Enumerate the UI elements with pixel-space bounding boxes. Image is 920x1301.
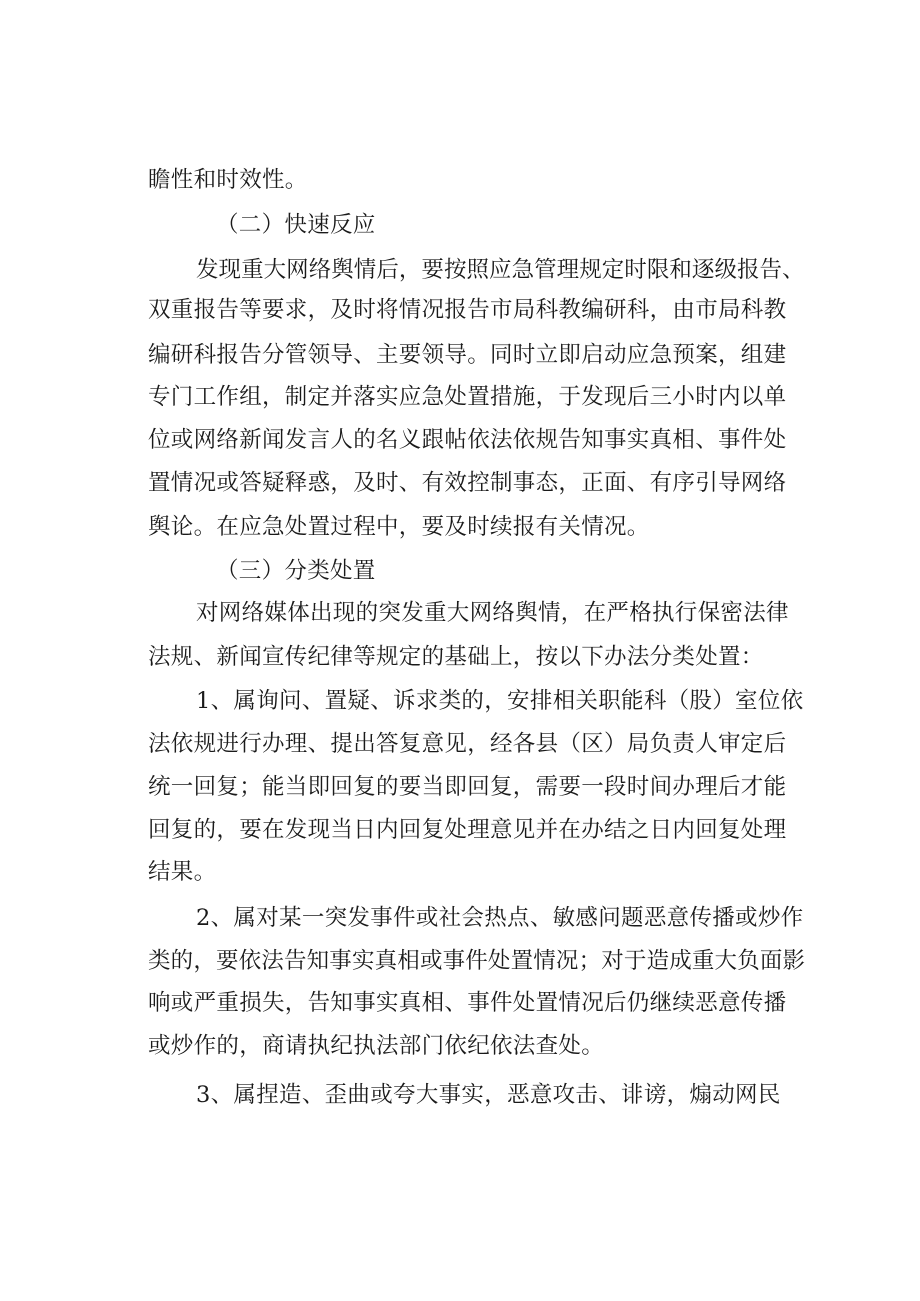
text-line: 法规、新闻宣传纪律等规定的基础上，按以下办法分类处置： xyxy=(148,644,764,670)
text-line: 2、属对某一突发事件或社会热点、敏感问题恶意传播或炒作 xyxy=(196,905,804,931)
text-line: 类的，要依法告知事实真相或事件处置情况；对于造成重大负面影 xyxy=(148,948,806,974)
text-line: 或炒作的，商请执纪执法部门依纪依法查处。 xyxy=(148,1033,605,1059)
section-heading: （二）快速反应 xyxy=(216,212,376,238)
text-line: 法依规进行办理、提出答复意见，经各县（区）局负责人审定后 xyxy=(148,731,787,757)
text-line: 瞻性和时效性。 xyxy=(148,167,308,193)
text-line: 结果。 xyxy=(148,859,217,885)
text-line: 回复的，要在发现当日内回复处理意见并在办结之日内回复处理 xyxy=(148,817,787,843)
text-line: 置情况或答疑释惑，及时、有效控制事态，正面、有序引导网络 xyxy=(148,470,787,496)
text-line: 1、属询问、置疑、诉求类的，安排相关职能科（股）室位依 xyxy=(196,688,804,714)
text-line: 双重报告等要求，及时将情况报告市局科教编研科，由市局科教 xyxy=(148,297,787,323)
text-line: 对网络媒体出现的突发重大网络舆情，在严格执行保密法律 xyxy=(196,600,789,626)
text-line: 响或严重损失，告知事实真相、事件处置情况后仍继续恶意传播 xyxy=(148,990,787,1016)
text-line: 统一回复；能当即回复的要当即回复，需要一段时间办理后才能 xyxy=(148,774,787,800)
text-line: 舆论。在应急处置过程中，要及时续报有关情况。 xyxy=(148,514,650,540)
text-line: 3、属捏造、歪曲或夸大事实，恶意攻击、诽谤，煽动网民 xyxy=(196,1082,781,1108)
text-line: 位或网络新闻发言人的名义跟帖依法依规告知事实真相、事件处 xyxy=(148,427,787,453)
text-line: 发现重大网络舆情后，要按照应急管理规定时限和逐级报告、 xyxy=(196,257,805,283)
section-heading: （三）分类处置 xyxy=(216,558,376,584)
text-line: 编研科报告分管领导、主要领导。同时立即启动应急预案，组建 xyxy=(148,342,787,368)
text-line: 专门工作组，制定并落实应急处置措施，于发现后三小时内以单 xyxy=(148,384,787,410)
